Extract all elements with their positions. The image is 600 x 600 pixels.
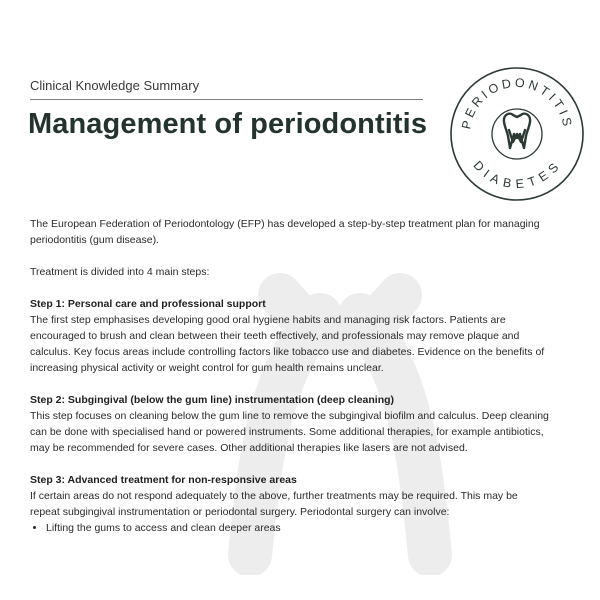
logo-top-text: PERIODONTITIS bbox=[459, 75, 575, 131]
header-divider bbox=[30, 99, 423, 100]
step-3-heading: Step 3: Advanced treatment for non-responsive areas bbox=[30, 474, 297, 486]
steps-intro: Treatment is divided into 4 main steps: bbox=[30, 266, 210, 278]
page-title: Management of periodontitis bbox=[28, 108, 428, 140]
tooth-icon bbox=[504, 114, 530, 148]
step-2-heading: Step 2: Subgingival (below the gum line) instrumentation (deep cleaning) bbox=[30, 394, 395, 406]
logo-bottom-text: DIABETES bbox=[470, 158, 564, 192]
document-subtitle: Clinical Knowledge Summary bbox=[30, 78, 200, 93]
step-3-body: If certain areas do not respond adequately to the above, further treatments may be required. This may be repeat subgingival instrumentation or periodontal surgery. Periodontal surgery can involve: bbox=[30, 490, 518, 518]
periodontitis-diabetes-logo bbox=[447, 64, 587, 204]
list-item: • Lifting the gums to access and clean deeper areas bbox=[46, 520, 550, 536]
step-3-bullet-list bbox=[30, 520, 550, 536]
step-2-body: This step focuses on cleaning below the gum line to remove the subgingival biofilm and calculus. Deep cleaning can be done with specialised hand or powered instruments. Some additional therapies, for example antibiotics, may be recommended for severe cases. Other additional therapies like lasers are not advised. bbox=[30, 410, 549, 454]
intro-paragraph: The European Federation of Periodontology (EFP) has developed a step-by-step treatment plan for managing periodontitis (gum disease). bbox=[30, 218, 540, 246]
step-1-heading: Step 1: Personal care and professional support bbox=[30, 298, 266, 310]
document-body bbox=[30, 216, 550, 536]
step-1-body: The first step emphasises developing good oral hygiene habits and managing risk factors. Patients are encouraged to brush and clean between their teeth effectively, and professionals may remove plaque and calculus. Key focus areas include controlling factors like tobacco use and diabetes. Evidence on the benefits of increasing physical activity or weight control for gum health remains unclear. bbox=[30, 314, 545, 374]
